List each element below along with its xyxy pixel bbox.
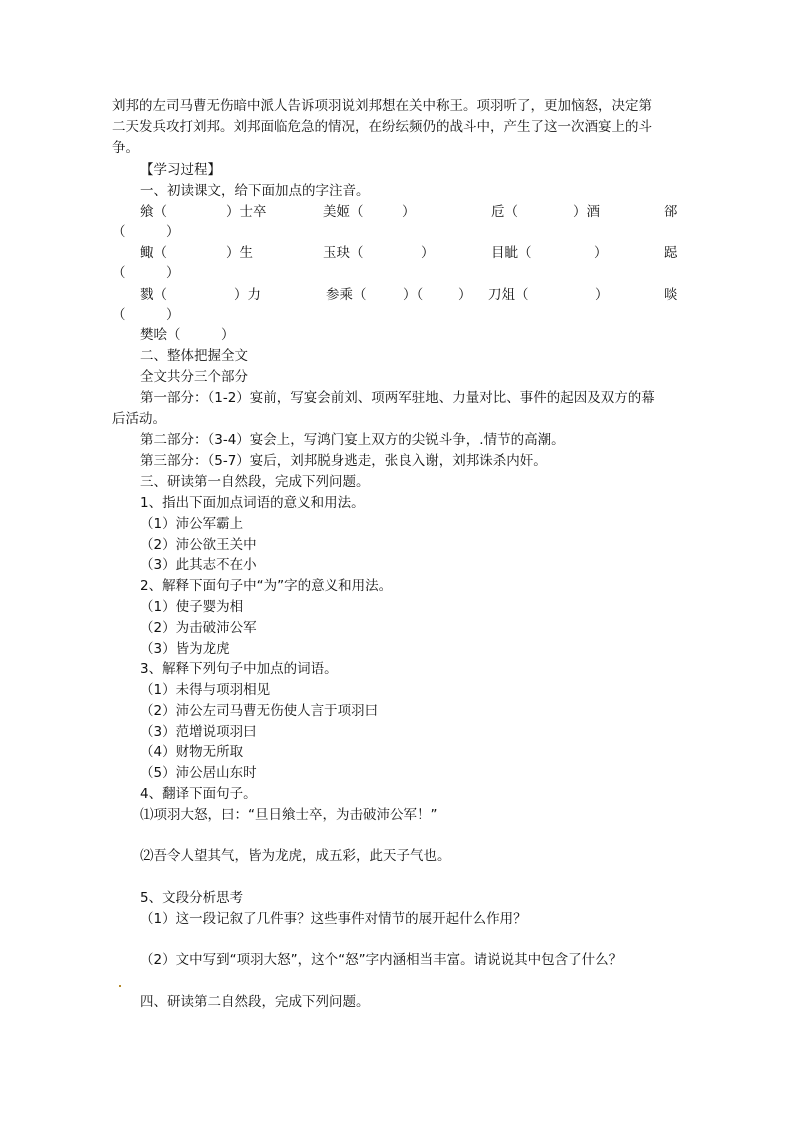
question-item: ⑵吾令人望其气，皆为龙虎，成五彩，此天子气也。 [140,848,451,864]
pinyin-item: 跽 [664,245,678,261]
section-heading-learning-process: 【学习过程】 [140,162,221,178]
part-3: 第三部分：（5-7）宴后，刘邦脱身逃走，张良入谢，刘邦诛杀内奸。 [140,453,547,469]
pinyin-item: 卮（ [491,204,518,220]
pinyin-item: 飨（ [140,204,167,220]
pinyin-wrap: （ ） [112,307,180,323]
question-3: 3、解释下列句子中加点的词语。 [140,661,338,677]
question-item: （3）此其志不在小 [140,557,257,573]
question-item: （2）为击破沛公军 [140,620,257,636]
part-1-line-2: 后活动。 [112,411,166,427]
question-2: 2、解释下面句子中“为”字的意义和用法。 [140,578,393,594]
section-2-title: 二、整体把握全文 [140,348,248,364]
pinyin-item: 啖 [664,287,678,303]
section-2-subtitle: 全文共分三个部分 [140,369,248,385]
question-4: 4、翻译下面句子。 [140,786,257,802]
intro-line-3: 争。 [112,140,139,156]
pinyin-item: ）生 [226,245,253,261]
pinyin-item: 刀俎（ [488,287,529,303]
pinyin-item: ） [402,204,416,220]
pinyin-item: 樊哙（ ） [140,327,235,343]
pinyin-item: 玉玦（ [323,245,364,261]
pinyin-item: ） [595,287,609,303]
question-item: （3）皆为龙虎 [140,641,230,657]
pinyin-item: 鲰（ [140,245,167,261]
question-item: （1）这一段记叙了几件事？这些事件对情节的展开起什么作用？ [140,911,527,927]
pinyin-item: 戮（ [140,287,167,303]
question-1: 1、指出下面加点词语的意义和用法。 [140,495,365,511]
part-1-line-1: 第一部分：（1-2）宴前，写宴会前刘、项两军驻地、力量对比、事件的起因及双方的幕 [140,390,655,406]
intro-line-2: 二天发兵攻打刘邦。刘邦面临危急的情况，在纷纭频仍的战斗中，产生了这一次酒宴上的斗 [112,119,652,135]
section-4-title: 四、研读第二自然段，完成下列问题。 [140,994,370,1010]
question-5: 5、文段分析思考 [140,890,244,906]
question-item: （2）沛公欲王关中 [140,537,257,553]
section-3-title: 三、研读第一自然段，完成下列问题。 [140,474,370,490]
part-2: 第二部分：（3-4）宴会上，写鸿门宴上双方的尖锐斗争，.情节的高潮。 [140,432,565,448]
pinyin-item: ）力 [234,287,261,303]
question-item: （2）文中写到“项羽大怒”，这个“怒”字内涵相当丰富。请说说其中包含了什么？ [140,952,623,968]
question-item: （3）范增说项羽曰 [140,724,257,740]
pinyin-item: ）酒 [573,204,600,220]
pinyin-item: 郤 [664,204,678,220]
question-item: （4）财物无所取 [140,744,244,760]
question-item: （1）使子婴为相 [140,599,244,615]
pinyin-item: 美姬（ [323,204,364,220]
pinyin-item: ）（ [403,287,424,303]
question-item: （1）未得与项羽相见 [140,682,271,698]
pinyin-wrap: （ ） [112,224,180,240]
section-1-title: 一、初读课文，给下面加点的字注音。 [140,183,370,199]
question-item: （5）沛公居山东时 [140,765,257,781]
pinyin-item: ）士卒 [226,204,267,220]
pinyin-item: 目眦（ [491,245,532,261]
question-item: （2）沛公左司马曹无伤使人言于项羽曰 [140,703,379,719]
question-item: （1）沛公军霸上 [140,516,244,532]
stray-mark [119,985,121,987]
pinyin-wrap: （ ） [112,265,180,281]
question-item: ⑴项羽大怒，曰：“旦日飨士卒，为击破沛公军！” [140,807,438,823]
pinyin-item: ） [421,245,435,261]
intro-line-1: 刘邦的左司马曹无伤暗中派人告诉项羽说刘邦想在关中称王。项羽听了，更加恼怒，决定第 [112,98,652,114]
pinyin-item: ） [458,287,472,303]
pinyin-item: ） [594,245,608,261]
pinyin-item: 参乘（ [326,287,367,303]
